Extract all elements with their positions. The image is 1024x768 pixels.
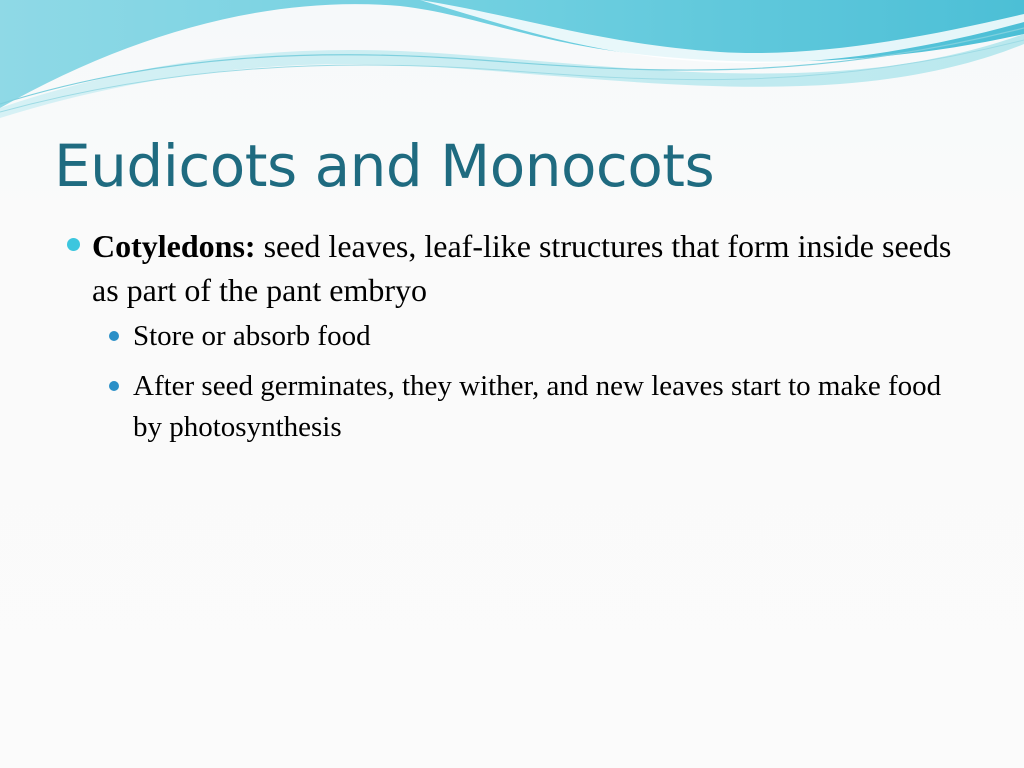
sub-bullet-dot-icon [109, 331, 119, 341]
sub-bullet-item [133, 366, 972, 448]
bullet-dot-icon [67, 238, 80, 251]
sub-bullet-item [133, 316, 972, 357]
slide-title: Eudicots and Monocots [54, 132, 715, 200]
sub-bullet-dot-icon [109, 381, 119, 391]
sub-bullet-list [92, 316, 972, 448]
sub-bullet-text: After seed germinates, they wither, and new leaves start to make food by photosynthesis [133, 370, 942, 443]
sub-bullet-text: Store or absorb food [133, 320, 371, 352]
bullet-term: Cotyledons: [92, 228, 256, 264]
bullet-cotyledons [92, 224, 972, 448]
bullet-list [92, 224, 972, 448]
decorative-wave-header [0, 0, 1024, 130]
bullet-text: seed leaves, leaf-like structures that form inside seeds as part of the pant embryo [92, 228, 952, 308]
